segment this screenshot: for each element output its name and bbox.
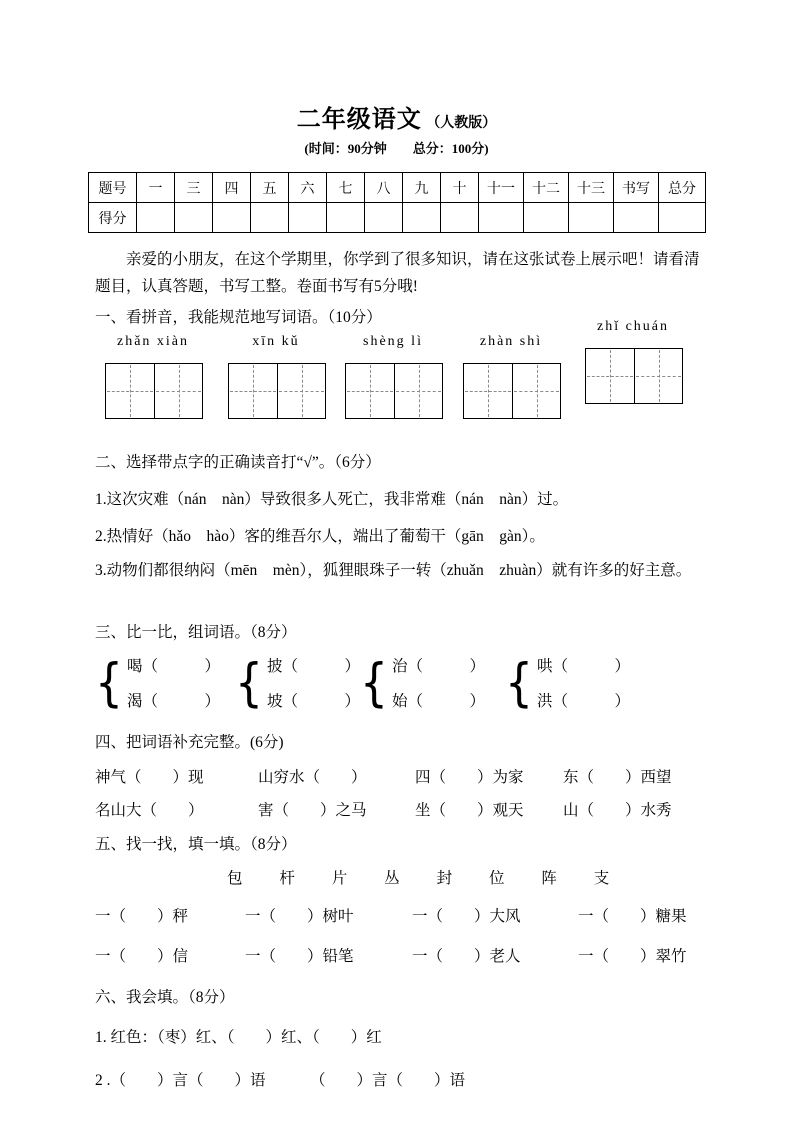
score-col-label: 三 [175,173,213,203]
fill-item-2a[interactable]: 2 .（ ）言（ ）语 [95,1072,266,1089]
grid-cell[interactable] [634,349,682,403]
question-item-1[interactable]: 1.这次灾难（nán nàn）导致很多人死亡，我非常难（nán nàn）过。 [95,491,569,508]
grid-cell[interactable] [106,364,154,418]
pinyin-word-group [228,334,324,423]
question-item-2[interactable]: 2.热情好（hǎo hào）客的维吾尔人，端出了葡萄干（gān gàn）。 [95,528,545,545]
score-col-label: 十三 [569,173,614,203]
score-cell[interactable] [137,203,175,233]
exam-meta: (时间：90分钟 总分：100分) [304,141,489,156]
writing-grid[interactable] [463,363,561,419]
left-brace-icon: { [360,653,388,714]
left-brace-icon: { [95,653,123,714]
pair-word-blank[interactable]: 洪（ ） [537,693,631,710]
score-col-label: 八 [365,173,403,203]
pair-word-blank[interactable]: 喝（ ） [127,658,221,675]
question-item-3[interactable]: 3.动物们都很纳闷（mēn mèn），狐狸眼珠子一转（zhuǎn zhuàn）就有许多的好主意。 [95,562,692,579]
classifier: 片 [331,870,348,887]
left-brace-icon: { [505,653,533,714]
fill-item-1[interactable]: 1. 红色：（枣）红、（ ）红、（ ）红 [95,1029,382,1046]
score-col-label: 总分 [659,173,706,203]
section-2-heading: 二、选择带点字的正确读音打“√”。（6分） [95,454,381,471]
measure-word-blank[interactable]: 一（ ）糖果 [578,908,687,925]
grid-cell[interactable] [154,364,202,418]
score-table-score-row [89,203,706,233]
score-col-label: 六 [289,173,327,203]
score-cell[interactable] [403,203,441,233]
classifier-word-bank [227,866,609,888]
writing-grid[interactable] [585,348,683,404]
pinyin-writing-area [95,319,735,440]
word-pair [505,648,630,720]
score-cell[interactable] [175,203,213,233]
fill-item-2b[interactable]: （ ）言（ ）语 [310,1072,466,1089]
grid-cell[interactable] [394,364,442,418]
pinyin-label: zhǎn xiàn [116,334,190,349]
grid-cell[interactable] [229,364,277,418]
pinyin-word-group [105,334,201,423]
phrase-blank[interactable]: 害（ ）之马 [258,802,367,819]
phrase-blank[interactable]: 坐（ ）观天 [415,802,524,819]
classifier: 丛 [384,870,400,887]
word-pair [360,648,485,720]
fill-item-2 [95,1068,740,1090]
pair-word-blank[interactable]: 披（ ） [267,658,361,675]
measure-word-blank[interactable]: 一（ ）老人 [412,948,521,965]
measure-word-blank[interactable]: 一（ ）信 [95,948,189,965]
score-cell[interactable] [289,203,327,233]
classifier: 阵 [541,870,557,887]
measure-word-blank[interactable]: 一（ ）翠竹 [578,948,687,965]
pinyin-label: shèng lì [363,334,423,349]
writing-grid[interactable] [105,363,203,419]
pinyin-word-group [345,334,441,423]
score-cell[interactable] [524,203,569,233]
score-col-label: 七 [327,173,365,203]
pinyin-label: zhǐ chuán [596,319,670,334]
grid-cell[interactable] [464,364,512,418]
score-cell[interactable] [569,203,614,233]
grid-cell[interactable] [277,364,325,418]
measure-word-blank[interactable]: 一（ ）秤 [95,908,189,925]
writing-grid[interactable] [345,363,443,419]
score-cell[interactable] [365,203,403,233]
score-cell[interactable] [441,203,479,233]
intro-paragraph: 亲爱的小朋友，在这个学期里，你学到了很多知识，请在这张试卷上展示吧！请看清题目，认真答题，书写工整。卷面书写有5分哦! [95,251,700,295]
score-cell[interactable] [251,203,289,233]
s5-line-2 [95,944,740,966]
score-col-label: 九 [403,173,441,203]
exam-edition: （人教版） [426,114,497,130]
score-col-label: 十一 [479,173,524,203]
exam-title-row [0,99,793,134]
pinyin-word-group [585,319,681,408]
compare-words-row [95,648,740,726]
left-brace-icon: { [235,653,263,714]
score-col-label: 一 [137,173,175,203]
score-table [88,172,706,233]
measure-word-blank[interactable]: 一（ ）大风 [412,908,521,925]
classifier: 包 [227,870,243,887]
classifier: 杆 [279,870,295,887]
pair-word-blank[interactable]: 哄（ ） [537,658,631,675]
grid-cell[interactable] [586,349,634,403]
score-cell[interactable] [327,203,365,233]
score-cell[interactable] [614,203,659,233]
score-col-label: 四 [213,173,251,203]
grid-cell[interactable] [512,364,560,418]
pair-word-blank[interactable]: 渴（ ） [127,693,221,710]
phrase-blank[interactable]: 东（ ）西望 [563,769,672,786]
phrase-blank[interactable]: 名山大（ ） [95,802,204,819]
s4-line-1 [95,765,740,787]
classifier: 位 [488,870,505,887]
score-table-header-row [89,173,706,203]
word-pair [95,648,220,720]
section-3-heading: 三、比一比，组词语。（8分） [95,624,297,641]
pair-word-blank[interactable]: 治（ ） [392,658,486,675]
phrase-blank[interactable]: 山穷水（ ） [258,769,367,786]
phrase-blank[interactable]: 山（ ）水秀 [563,802,672,819]
score-cell[interactable] [213,203,251,233]
writing-grid[interactable] [228,363,326,419]
pinyin-label: zhàn shì [479,334,543,349]
classifier: 支 [593,870,610,887]
phrase-blank[interactable]: 神气（ ）现 [95,769,204,786]
score-col-label: 十 [441,173,479,203]
section-5-heading: 五、找一找，填一填。（8分） [95,836,297,853]
pair-word-blank[interactable]: 坡（ ） [267,693,361,710]
phrase-blank[interactable]: 四（ ）为家 [415,769,524,786]
s5-line-1 [95,904,740,926]
classifier: 封 [436,870,453,887]
score-table-row1-label: 题号 [89,173,137,203]
exam-title: 二年级语文 [296,106,422,133]
s4-line-2 [95,798,740,820]
measure-word-blank[interactable]: 一（ ）树叶 [245,908,354,925]
score-col-label: 十二 [524,173,569,203]
pinyin-label: xīn kǔ [252,334,300,349]
score-table-row2-label: 得分 [89,203,137,233]
pinyin-word-group [463,334,559,423]
measure-word-blank[interactable]: 一（ ）铅笔 [245,948,354,965]
score-col-label: 书写 [614,173,659,203]
section-4-heading: 四、把词语补充完整。(6分) [95,734,284,751]
pair-word-blank[interactable]: 始（ ） [392,693,486,710]
score-cell[interactable] [479,203,524,233]
word-pair [235,648,360,720]
section-6-heading: 六、我会填。（8分） [95,989,235,1006]
section-1-heading: 一、看拼音，我能规范地写词语。（10分） [95,309,382,326]
score-col-label: 五 [251,173,289,203]
grid-cell[interactable] [346,364,394,418]
score-cell[interactable] [659,203,706,233]
